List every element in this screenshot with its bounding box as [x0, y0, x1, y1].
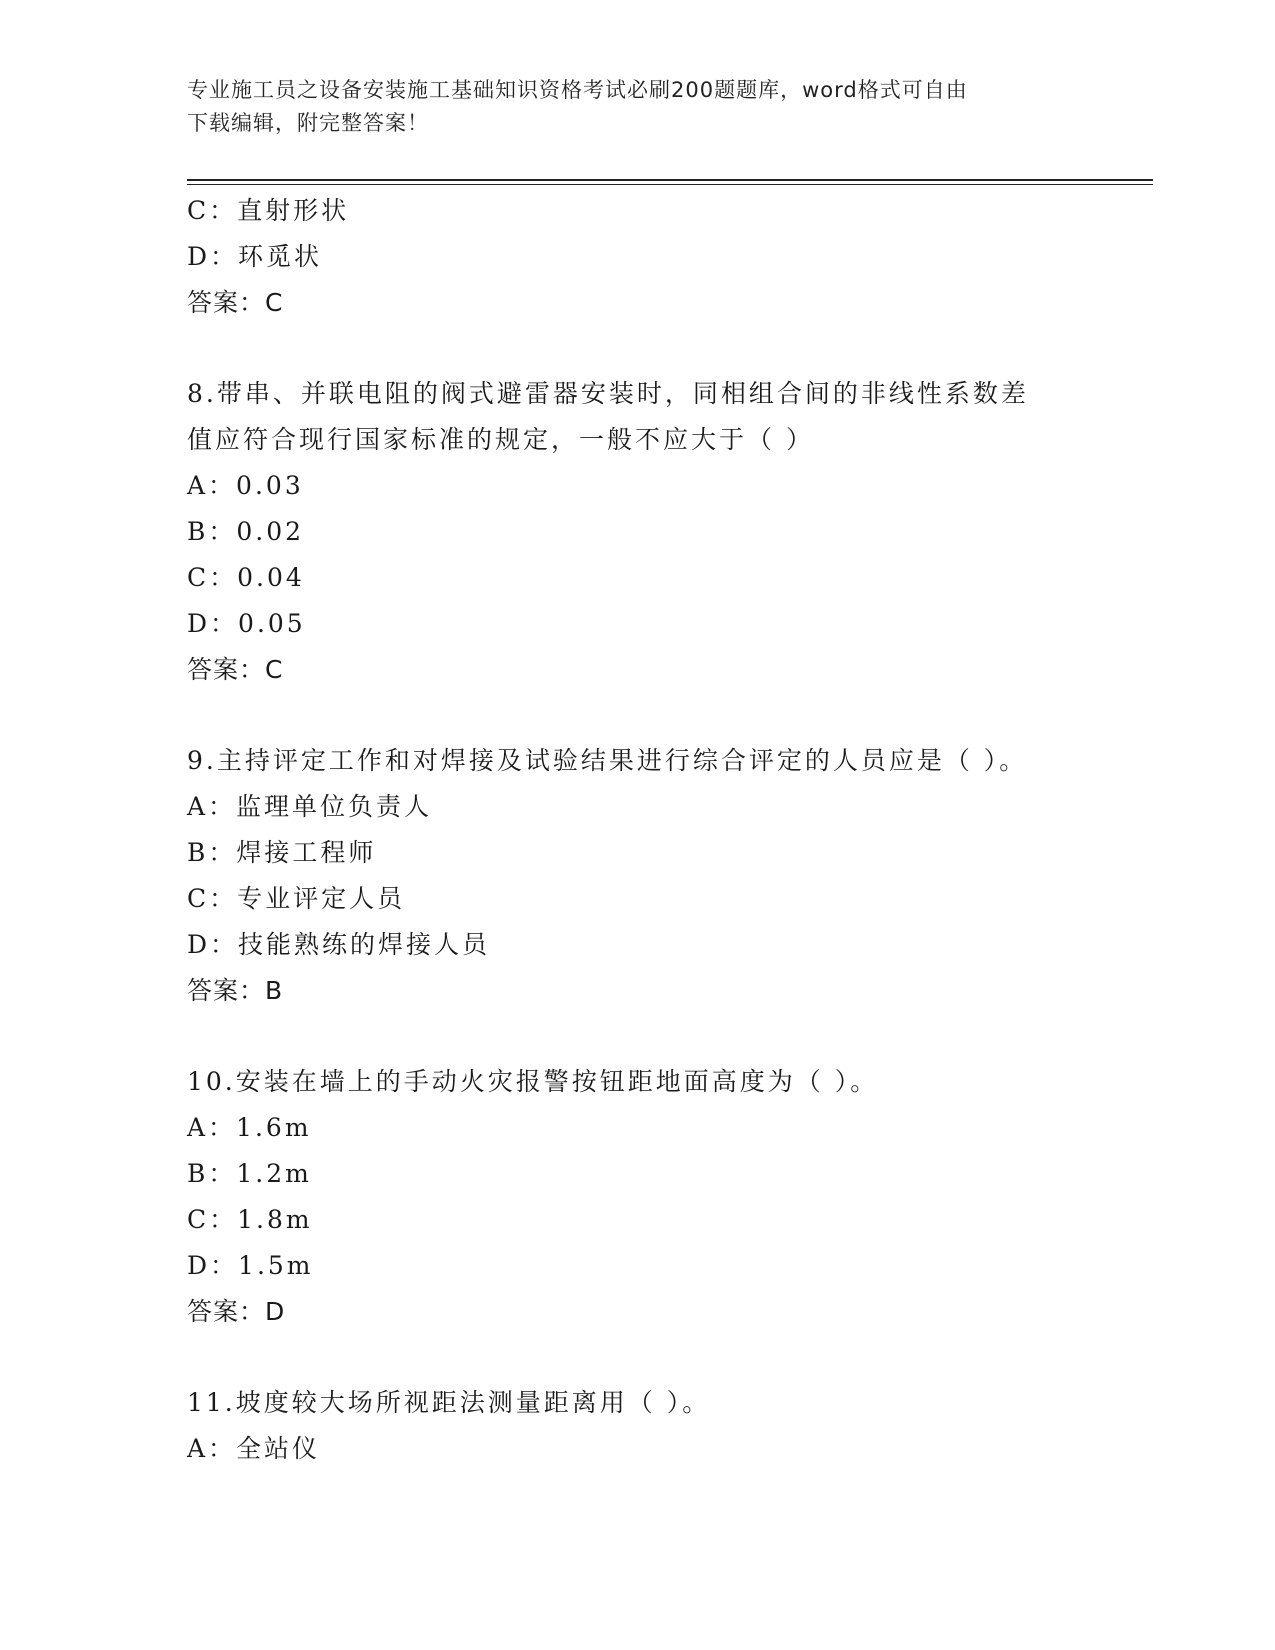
option-c: C：专业评定人员 — [187, 884, 406, 913]
option-c: C：0.04 — [187, 563, 305, 592]
header-divider-thick — [187, 179, 1153, 181]
option-a: A：1.6m — [187, 1113, 312, 1142]
question-stem: 11.坡度较大场所视距法测量距离用（ ）。 — [187, 1388, 711, 1417]
question-list — [187, 188, 1087, 1472]
option-c: C：1.8m — [187, 1205, 313, 1234]
option-d: D：0.05 — [187, 609, 306, 638]
question-11 — [187, 1380, 1087, 1472]
question-stem: 10.安装在墙上的手动火灾报警按钮距地面高度为（ ）。 — [187, 1067, 879, 1096]
answer: 答案：B — [187, 976, 284, 1005]
header-divider-thin — [187, 184, 1153, 185]
question-7 — [187, 188, 1087, 326]
answer: 答案：D — [187, 1297, 286, 1326]
option-d: D：技能熟练的焊接人员 — [187, 930, 491, 959]
answer: 答案：C — [187, 288, 284, 317]
option-c: C：直射形状 — [187, 196, 350, 225]
header-line-1: 专业施工员之设备安装施工基础知识资格考试必刷200题题库，word格式可自由 — [187, 78, 968, 102]
question-stem: 9.主持评定工作和对焊接及试验结果进行综合评定的人员应是（ ）。 — [187, 746, 1028, 775]
question-10 — [187, 1059, 1087, 1335]
option-b: B：焊接工程师 — [187, 838, 377, 867]
question-8 — [187, 371, 1087, 693]
option-d: D：1.5m — [187, 1251, 314, 1280]
option-b: B：1.2m — [187, 1159, 312, 1188]
question-stem-cont: 值应符合现行国家标准的规定，一般不应大于（ ） — [187, 425, 814, 454]
option-d: D：环觅状 — [187, 242, 323, 271]
option-a: A：全站仪 — [187, 1434, 321, 1463]
option-a: A：0.03 — [187, 471, 304, 500]
question-stem: 8.带串、并联电阻的阀式避雷器安装时，同相组合间的非线性系数差 — [187, 379, 1029, 408]
header-line-2: 下载编辑，附完整答案！ — [187, 111, 429, 135]
document-header — [187, 74, 1067, 140]
option-b: B：0.02 — [187, 517, 305, 546]
question-9 — [187, 738, 1087, 1014]
answer: 答案：C — [187, 655, 284, 684]
option-a: A：监理单位负责人 — [187, 792, 433, 821]
